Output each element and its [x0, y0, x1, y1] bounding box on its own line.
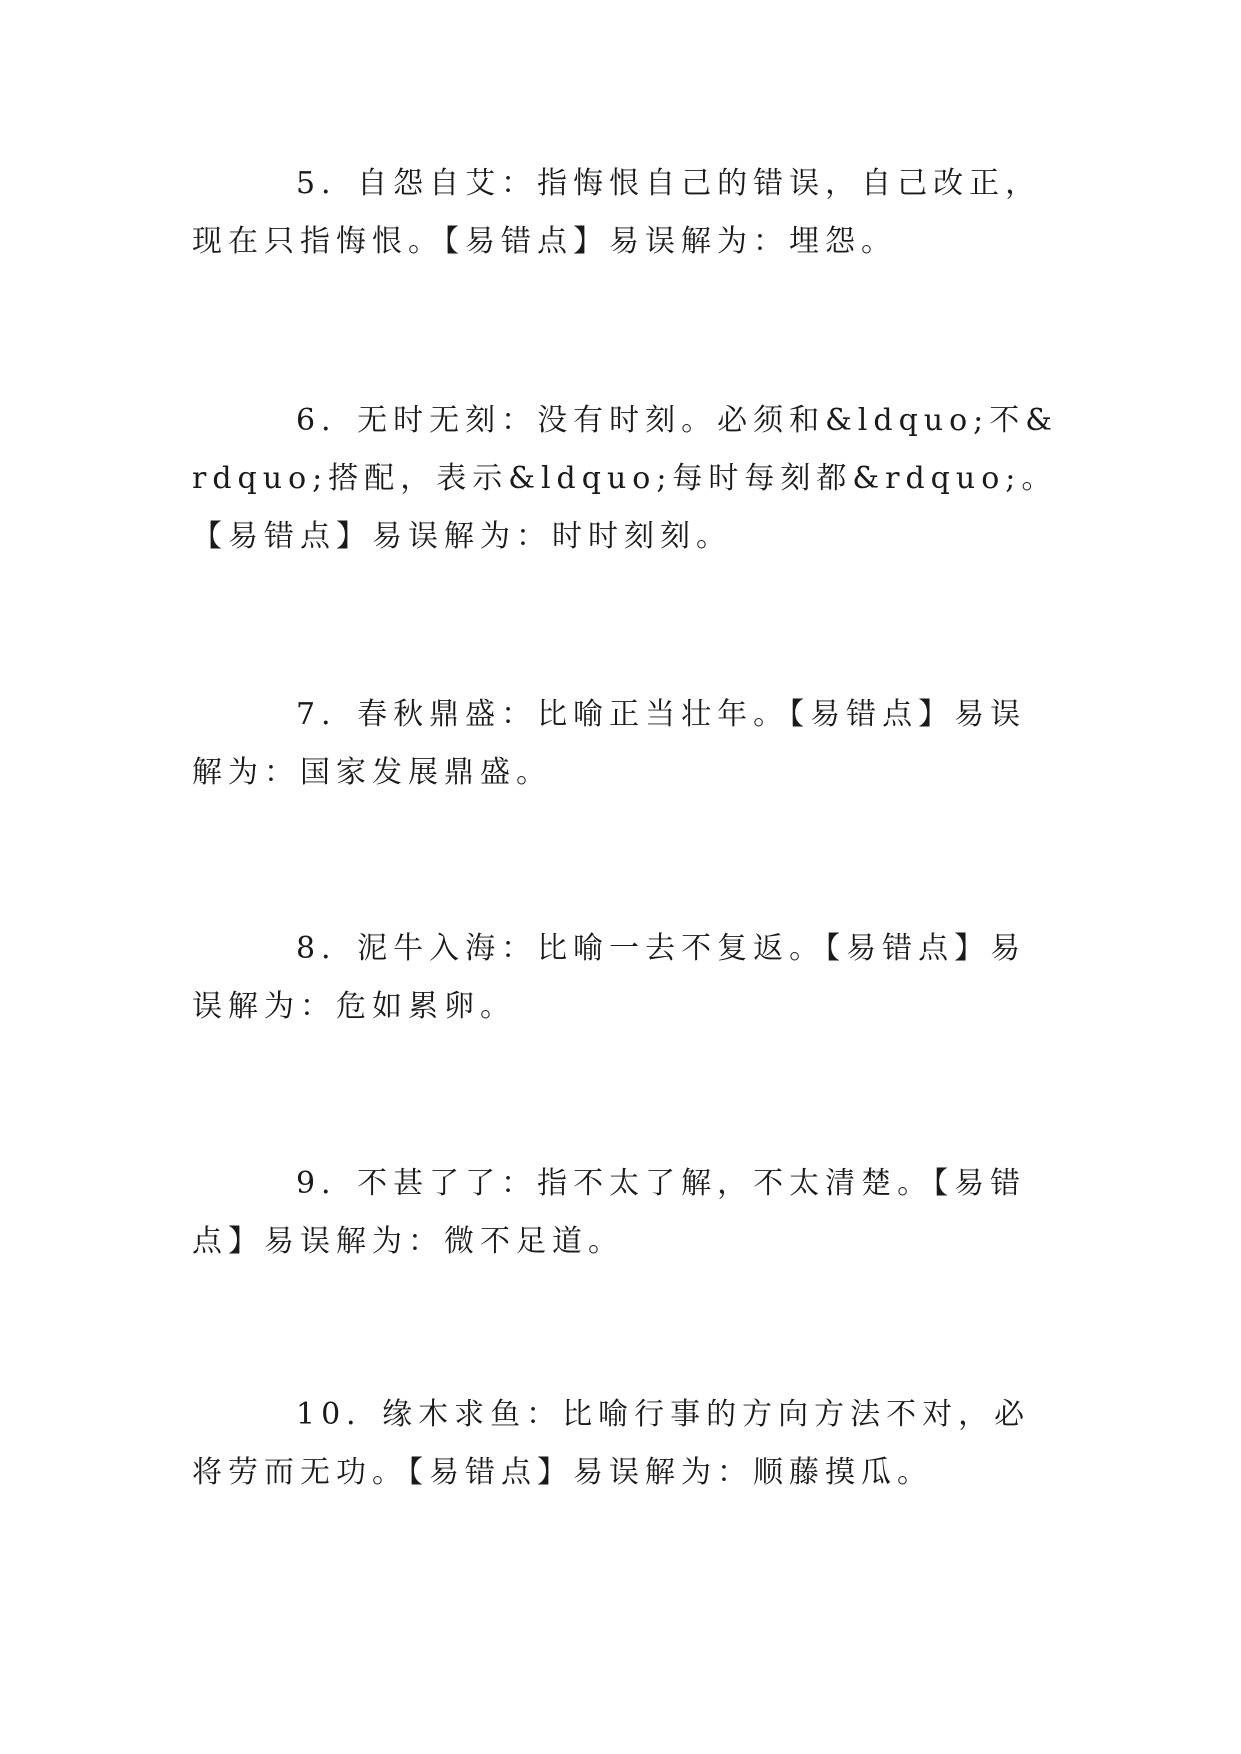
idiom-entry-7: 7．春秋鼎盛：比喻正当壮年。【易错点】易误解为：国家发展鼎盛。 — [192, 697, 1027, 790]
idiom-entry-9: 9．不甚了了：指不太了解，不太清楚。【易错点】易误解为：微不足道。 — [192, 1166, 1027, 1259]
idiom-entry-6: 6．无时无刻：没有时刻。必须和&ldquo;不&rdquo;搭配，表示&ldquo;每时每刻都&rdquo;。【易错点】易误解为：时时刻刻。 — [192, 403, 1058, 554]
idiom-entry-5: 5．自怨自艾：指悔恨自己的错误，自己改正，现在只指悔恨。【易错点】易误解为：埋怨。 — [192, 166, 1042, 259]
idiom-entry-10: 10．缘木求鱼：比喻行事的方向方法不对，必将劳而无功。【易错点】易误解为：顺藤摸瓜。 — [192, 1397, 1031, 1490]
idiom-entry-8: 8．泥牛入海：比喻一去不复返。【易错点】易误解为：危如累卵。 — [192, 931, 1027, 1024]
